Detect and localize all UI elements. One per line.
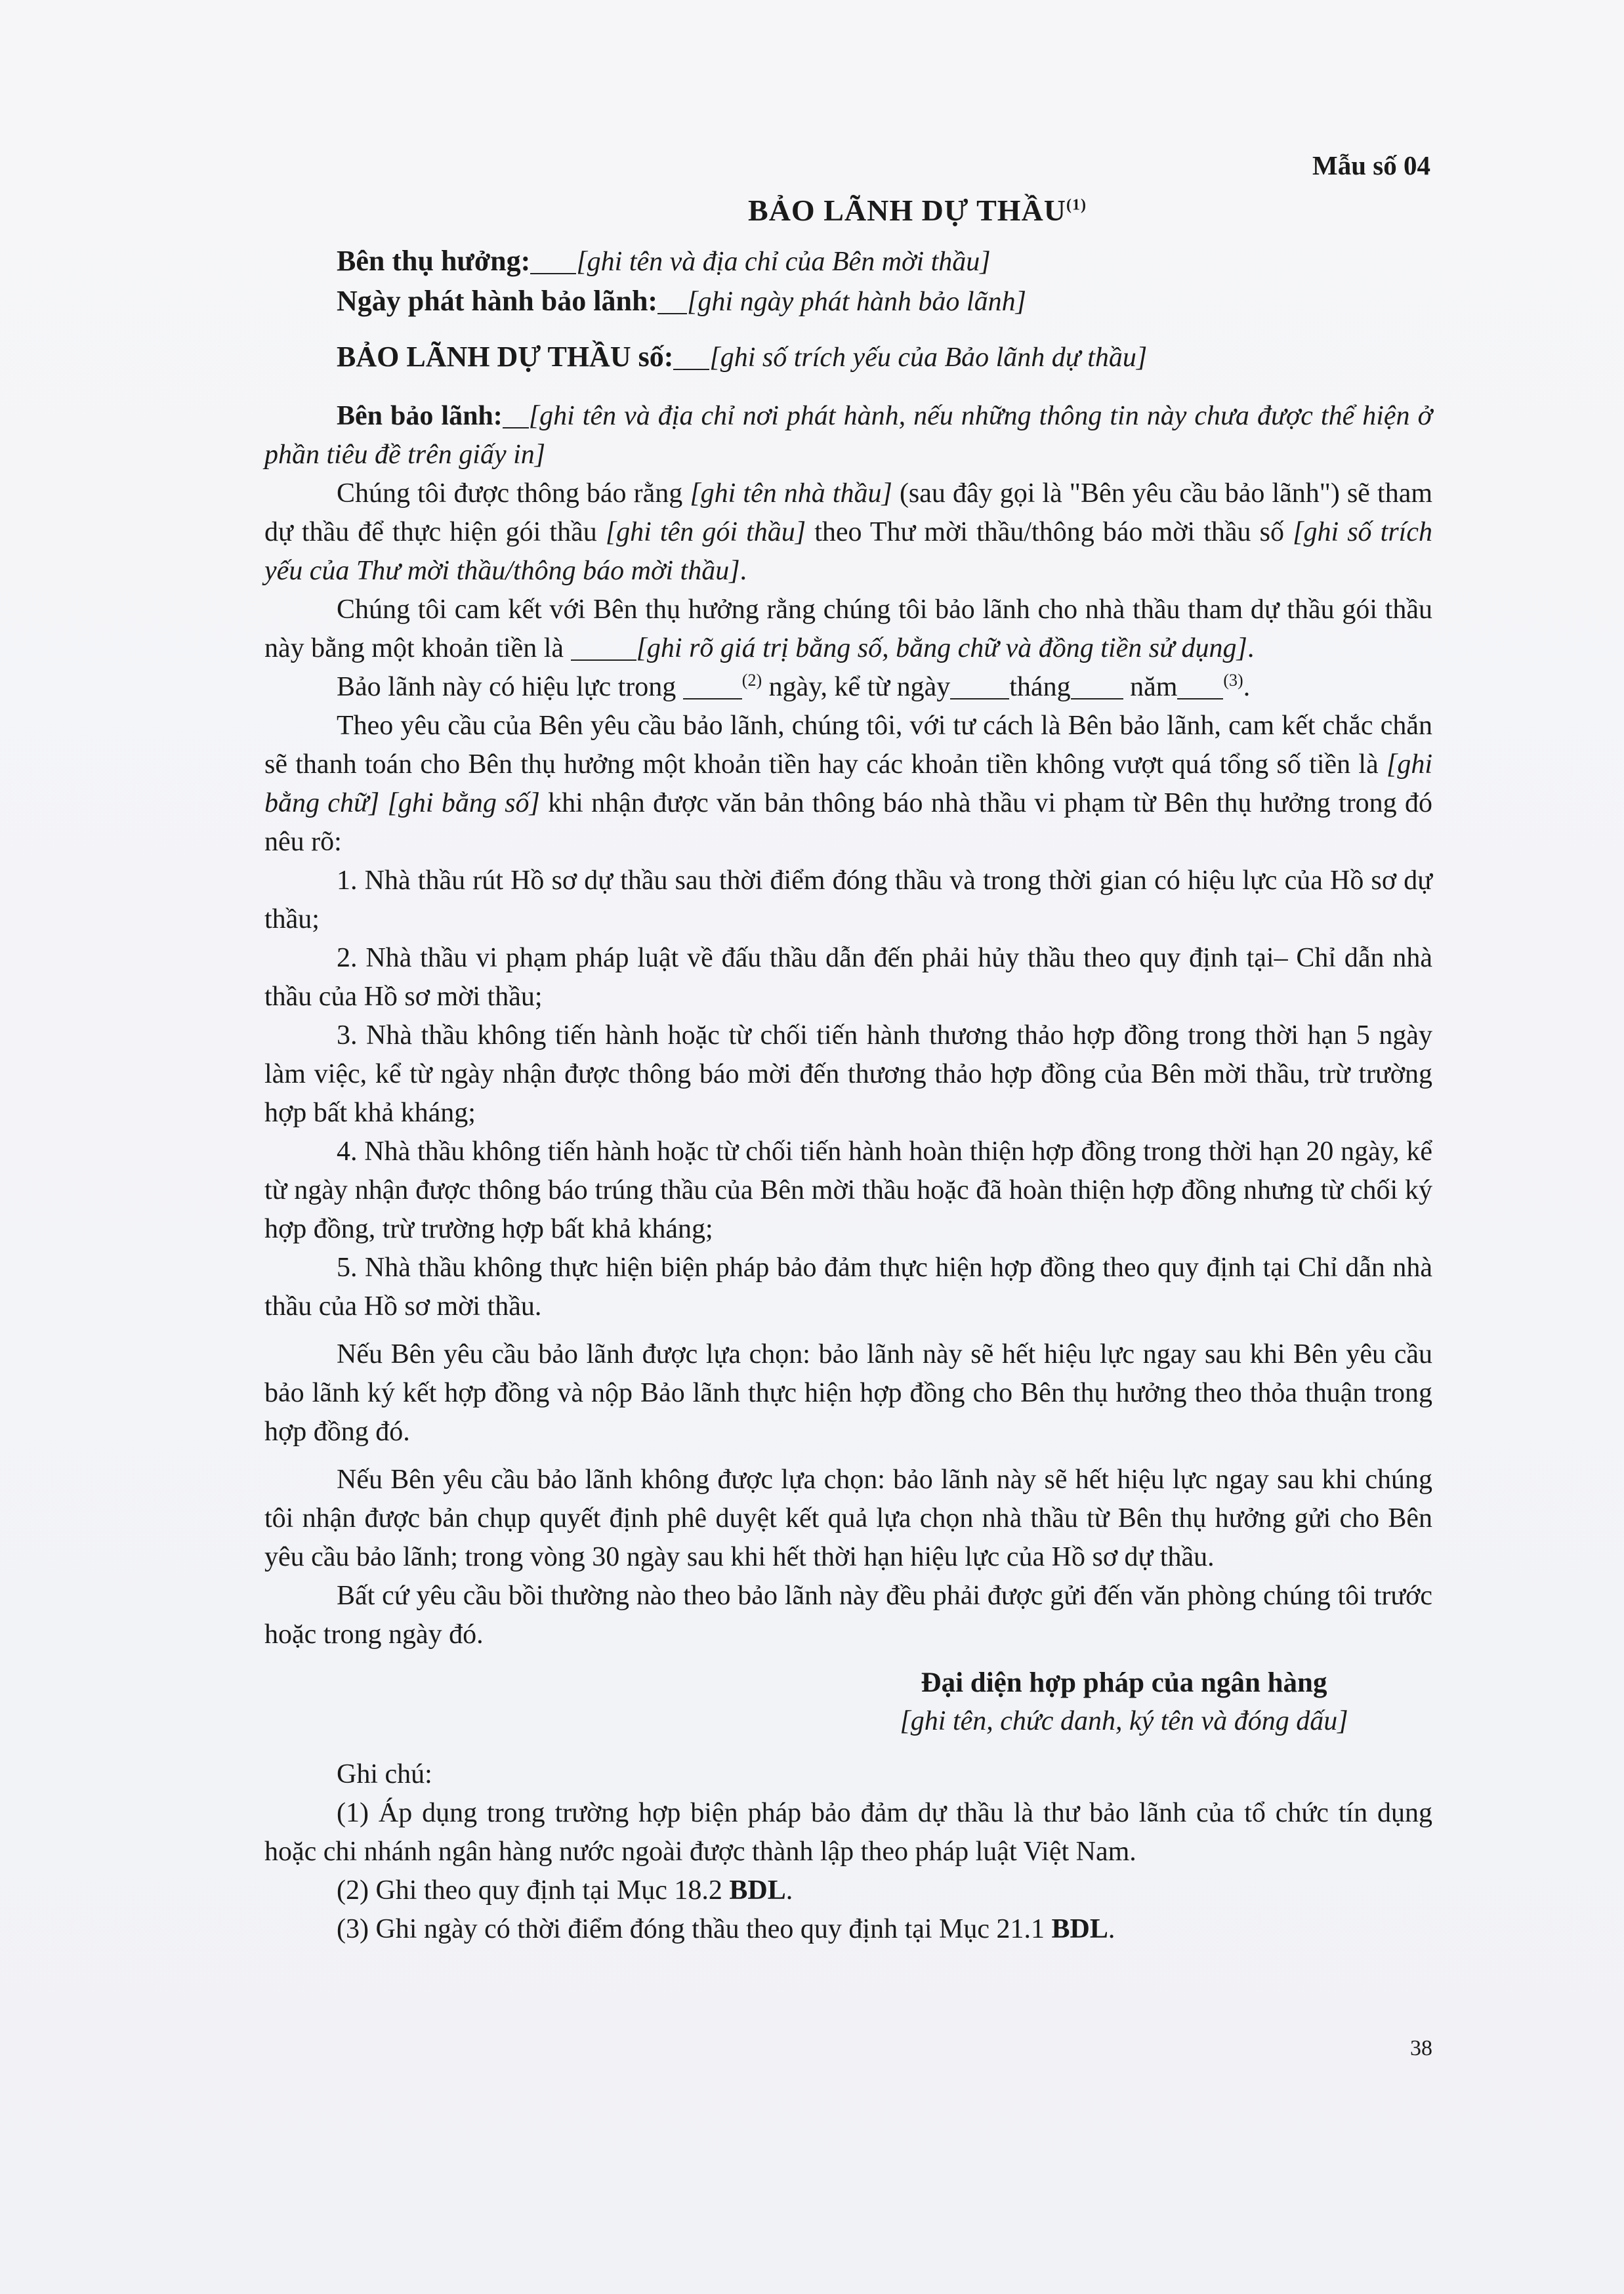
blank-line: [673, 343, 709, 370]
signature-hint: [ghi tên, chức danh, ký tên và đóng dấu]: [900, 1706, 1348, 1736]
page-number: 38: [1410, 2036, 1432, 2060]
blank-line: [657, 287, 687, 314]
note-2: (2) Ghi theo quy định tại Mục 18.2 BDL.: [337, 1875, 793, 1906]
paragraph-selected: Nếu Bên yêu cầu bảo lãnh được lựa chọn: bảo lãnh này sẽ hết hiệu lực ngay sau khi Bên yêu cầu bảo lãnh ký kết hợp đồng và nộp Bảo lãnh thực hiện hợp đồng cho Bên thụ hưởng theo thỏa thuận trong hợp đồng đó.: [264, 1339, 1432, 1447]
blank-line: [530, 247, 576, 274]
blank-line: [1071, 672, 1123, 699]
list-item: 5. Nhà thầu không thực hiện biện pháp bảo đảm thực hiện hợp đồng theo quy định tại Chỉ dẫn nhà thầu của Hồ sơ mời thầu.: [264, 1253, 1432, 1322]
paragraph-not-selected: Nếu Bên yêu cầu bảo lãnh không được lựa chọn: bảo lãnh này sẽ hết hiệu lực ngay sau khi chúng tôi nhận được bản chụp quyết định phê duyệt kết quả lựa chọn nhà thầu từ Bên thụ hưởng gửi cho Bên yêu cầu bảo lãnh; trong vòng 30 ngày sau khi hết thời hạn hiệu lực của Hồ sơ dự thầu.: [264, 1465, 1432, 1572]
blank-line: [503, 401, 529, 428]
signature-block: [816, 1663, 1432, 1741]
list-item: 3. Nhà thầu không tiến hành hoặc từ chối tiến hành thương thảo hợp đồng trong thời hạn 5 ngày làm việc, kể từ ngày nhận được thông báo mời đến thương thảo hợp đồng của Bên mời thầu, trừ trường hợp bất khả kháng;: [264, 1020, 1432, 1128]
note-1: (1) Áp dụng trong trường hợp biện pháp bảo đảm dự thầu là thư bảo lãnh của tổ chức tín dụng hoặc chi nhánh ngân hàng nước ngoài được thành lập theo pháp luật Việt Nam.: [264, 1798, 1432, 1867]
signature-title: Đại diện hợp pháp của ngân hàng: [921, 1667, 1327, 1698]
guarantee-number-line: BẢO LÃNH DỰ THẦU số: [ghi số trích yếu của Bảo lãnh dự thầu]: [337, 341, 1148, 373]
title-footnote-ref: (1): [1066, 196, 1087, 214]
paragraph-notification: Chúng tôi được thông báo rằng [ghi tên nhà thầu] (sau đây gọi là "Bên yêu cầu bảo lãnh") sẽ tham dự thầu để thực hiện gói thầu [ghi tên gói thầu] theo Thư mời thầu/thông báo mời thầu số [ghi số trích yếu của Thư mời thầu/thông báo mời thầu].: [264, 478, 1432, 586]
paragraph-claims: Bất cứ yêu cầu bồi thường nào theo bảo lãnh này đều phải được gửi đến văn phòng chúng tôi trước hoặc trong ngày đó.: [264, 1581, 1432, 1650]
paragraph-payment: Theo yêu cầu của Bên yêu cầu bảo lãnh, chúng tôi, với tư cách là Bên bảo lãnh, cam kết chắc chắn sẽ thanh toán cho Bên thụ hưởng một khoản tiền hay các khoản tiền không vượt quá tổng số tiền là [ghi bằng chữ] [ghi bằng số] khi nhận được văn bản thông báo nhà thầu vi phạm từ Bên thụ hưởng trong đó nêu rõ:: [264, 711, 1432, 857]
page-title: BẢO LÃNH DỰ THẦU$^{(1)}$: [748, 194, 1087, 227]
blank-line: [571, 633, 636, 661]
issue-date-line: Ngày phát hành bảo lãnh: [ghi ngày phát hành bảo lãnh]: [337, 285, 1026, 317]
list-item: 2. Nhà thầu vi phạm pháp luật về đấu thầu dẫn đến phải hủy thầu theo quy định tại– Chỉ dẫn nhà thầu của Hồ sơ mời thầu;: [264, 943, 1432, 1012]
guarantor-line: Bên bảo lãnh: [ghi tên và địa chỉ nơi phát hành, nếu những thông tin này chưa được thể hiện ở phần tiêu đề trên giấy in]: [264, 401, 1432, 470]
blank-line: [1177, 672, 1223, 699]
document-body: [264, 148, 1432, 1949]
list-item: 4. Nhà thầu không tiến hành hoặc từ chối tiến hành hoàn thiện hợp đồng trong thời hạn 20 ngày, kể từ ngày nhận được thông báo trúng thầu của Bên mời thầu hoặc đã hoàn thiện hợp đồng nhưng từ chối ký hợp đồng, trừ trường hợp bất khả kháng;: [264, 1137, 1432, 1244]
paragraph-validity: Bảo lãnh này có hiệu lực trong $^{(2)}$ ngày, kể từ ngày tháng năm $^{(3)}$.: [337, 671, 1251, 702]
paragraph-commitment: Chúng tôi cam kết với Bên thụ hưởng rằng chúng tôi bảo lãnh cho nhà thầu tham dự thầu gói thầu này bằng một khoản tiền là [ghi rõ giá trị bằng số, bằng chữ và đồng tiền sử dụng].: [264, 594, 1432, 663]
note-3: (3) Ghi ngày có thời điểm đóng thầu theo quy định tại Mục 21.1 BDL.: [337, 1914, 1115, 1944]
beneficiary-line: Bên thụ hưởng: [ghi tên và địa chỉ của Bên mời thầu]: [337, 245, 991, 277]
blank-line: [950, 672, 1009, 699]
notes-heading: Ghi chú:: [337, 1759, 432, 1789]
list-item: 1. Nhà thầu rút Hồ sơ dự thầu sau thời điểm đóng thầu và trong thời gian có hiệu lực của Hồ sơ dự thầu;: [264, 865, 1432, 934]
blank-line: [683, 672, 742, 699]
form-number: Mẫu số 04: [1312, 150, 1430, 180]
